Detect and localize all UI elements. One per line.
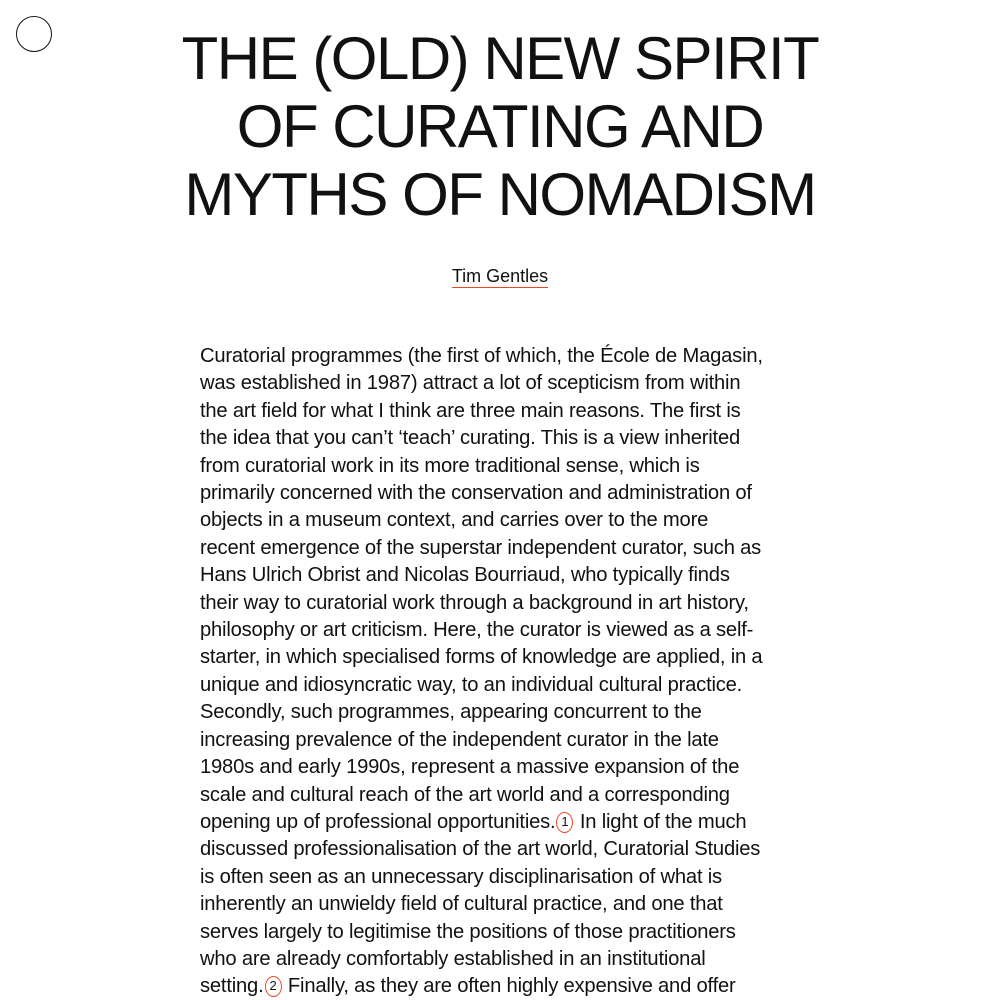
body-line: philosophy or art criticism. Here, the curator is viewed as a self-	[200, 619, 754, 642]
body-line: the idea that you can’t ‘teach’ curating. This is a view inherited	[200, 427, 741, 450]
body-line-with-footnote	[200, 973, 800, 1000]
body-line-with-footnote	[200, 809, 800, 836]
title-line: OF CURATING AND	[236, 93, 764, 160]
title-line: THE (OLD) NEW SPIRIT	[181, 25, 819, 92]
body-line: was established in 1987) attract a lot of scepticism from within	[200, 372, 741, 395]
body-text-segment: setting.	[200, 975, 264, 998]
body-line: their way to curatorial work through a background in art history,	[200, 591, 749, 614]
body-line: scale and cultural reach of the art world and a corresponding	[200, 783, 730, 806]
title-line: MYTHS OF NOMADISM	[184, 161, 816, 228]
author-byline	[0, 264, 1000, 288]
body-line: Curatorial programmes (the first of which, the École de Magasin,	[200, 345, 763, 367]
body-line: increasing prevalence of the independent curator in the late	[200, 728, 719, 751]
footnote-marker-2[interactable]: 2	[265, 976, 282, 997]
circle-menu-icon[interactable]	[16, 16, 52, 52]
body-line: Hans Ulrich Obrist and Nicolas Bourriaud, who typically finds	[200, 564, 730, 587]
body-line: 1980s and early 1990s, represent a massive expansion of the	[200, 756, 740, 779]
body-text-segment: In light of the much	[574, 810, 747, 833]
body-line: recent emergence of the superstar independent curator, such as	[200, 536, 762, 559]
footnote-marker-1[interactable]: 1	[556, 812, 573, 833]
body-line: starter, in which specialised forms of knowledge are applied, in a	[200, 646, 763, 669]
body-line: who are already comfortably established in an institutional	[200, 947, 706, 970]
body-line: from curatorial work in its more traditional sense, which is	[200, 454, 700, 477]
body-line: Secondly, such programmes, appearing concurrent to the	[200, 701, 702, 724]
body-line: discussed professionalisation of the art world, Curatorial Studies	[200, 838, 761, 861]
body-line: primarily concerned with the conservation and administration of	[200, 482, 752, 505]
body-line: unique and idiosyncratic way, to an individual cultural practice.	[200, 673, 743, 696]
body-text-segment: opening up of professional opportunities.	[200, 810, 556, 833]
body-line: the art field for what I think are three main reasons. The first is	[200, 399, 741, 422]
article-body	[200, 343, 800, 1000]
body-text-segment: Finally, as they are often highly expensive and offer	[282, 975, 736, 998]
body-line: is often seen as an unnecessary disciplinarisation of what is	[200, 865, 722, 888]
body-line: serves largely to legitimise the positions of those practitioners	[200, 920, 736, 943]
body-line: objects in a museum context, and carries over to the more	[200, 509, 709, 532]
article-title	[100, 25, 900, 229]
body-line: inherently an unwieldy field of cultural practice, and one that	[200, 893, 723, 916]
author-link[interactable]: Tim Gentles	[451, 266, 549, 286]
